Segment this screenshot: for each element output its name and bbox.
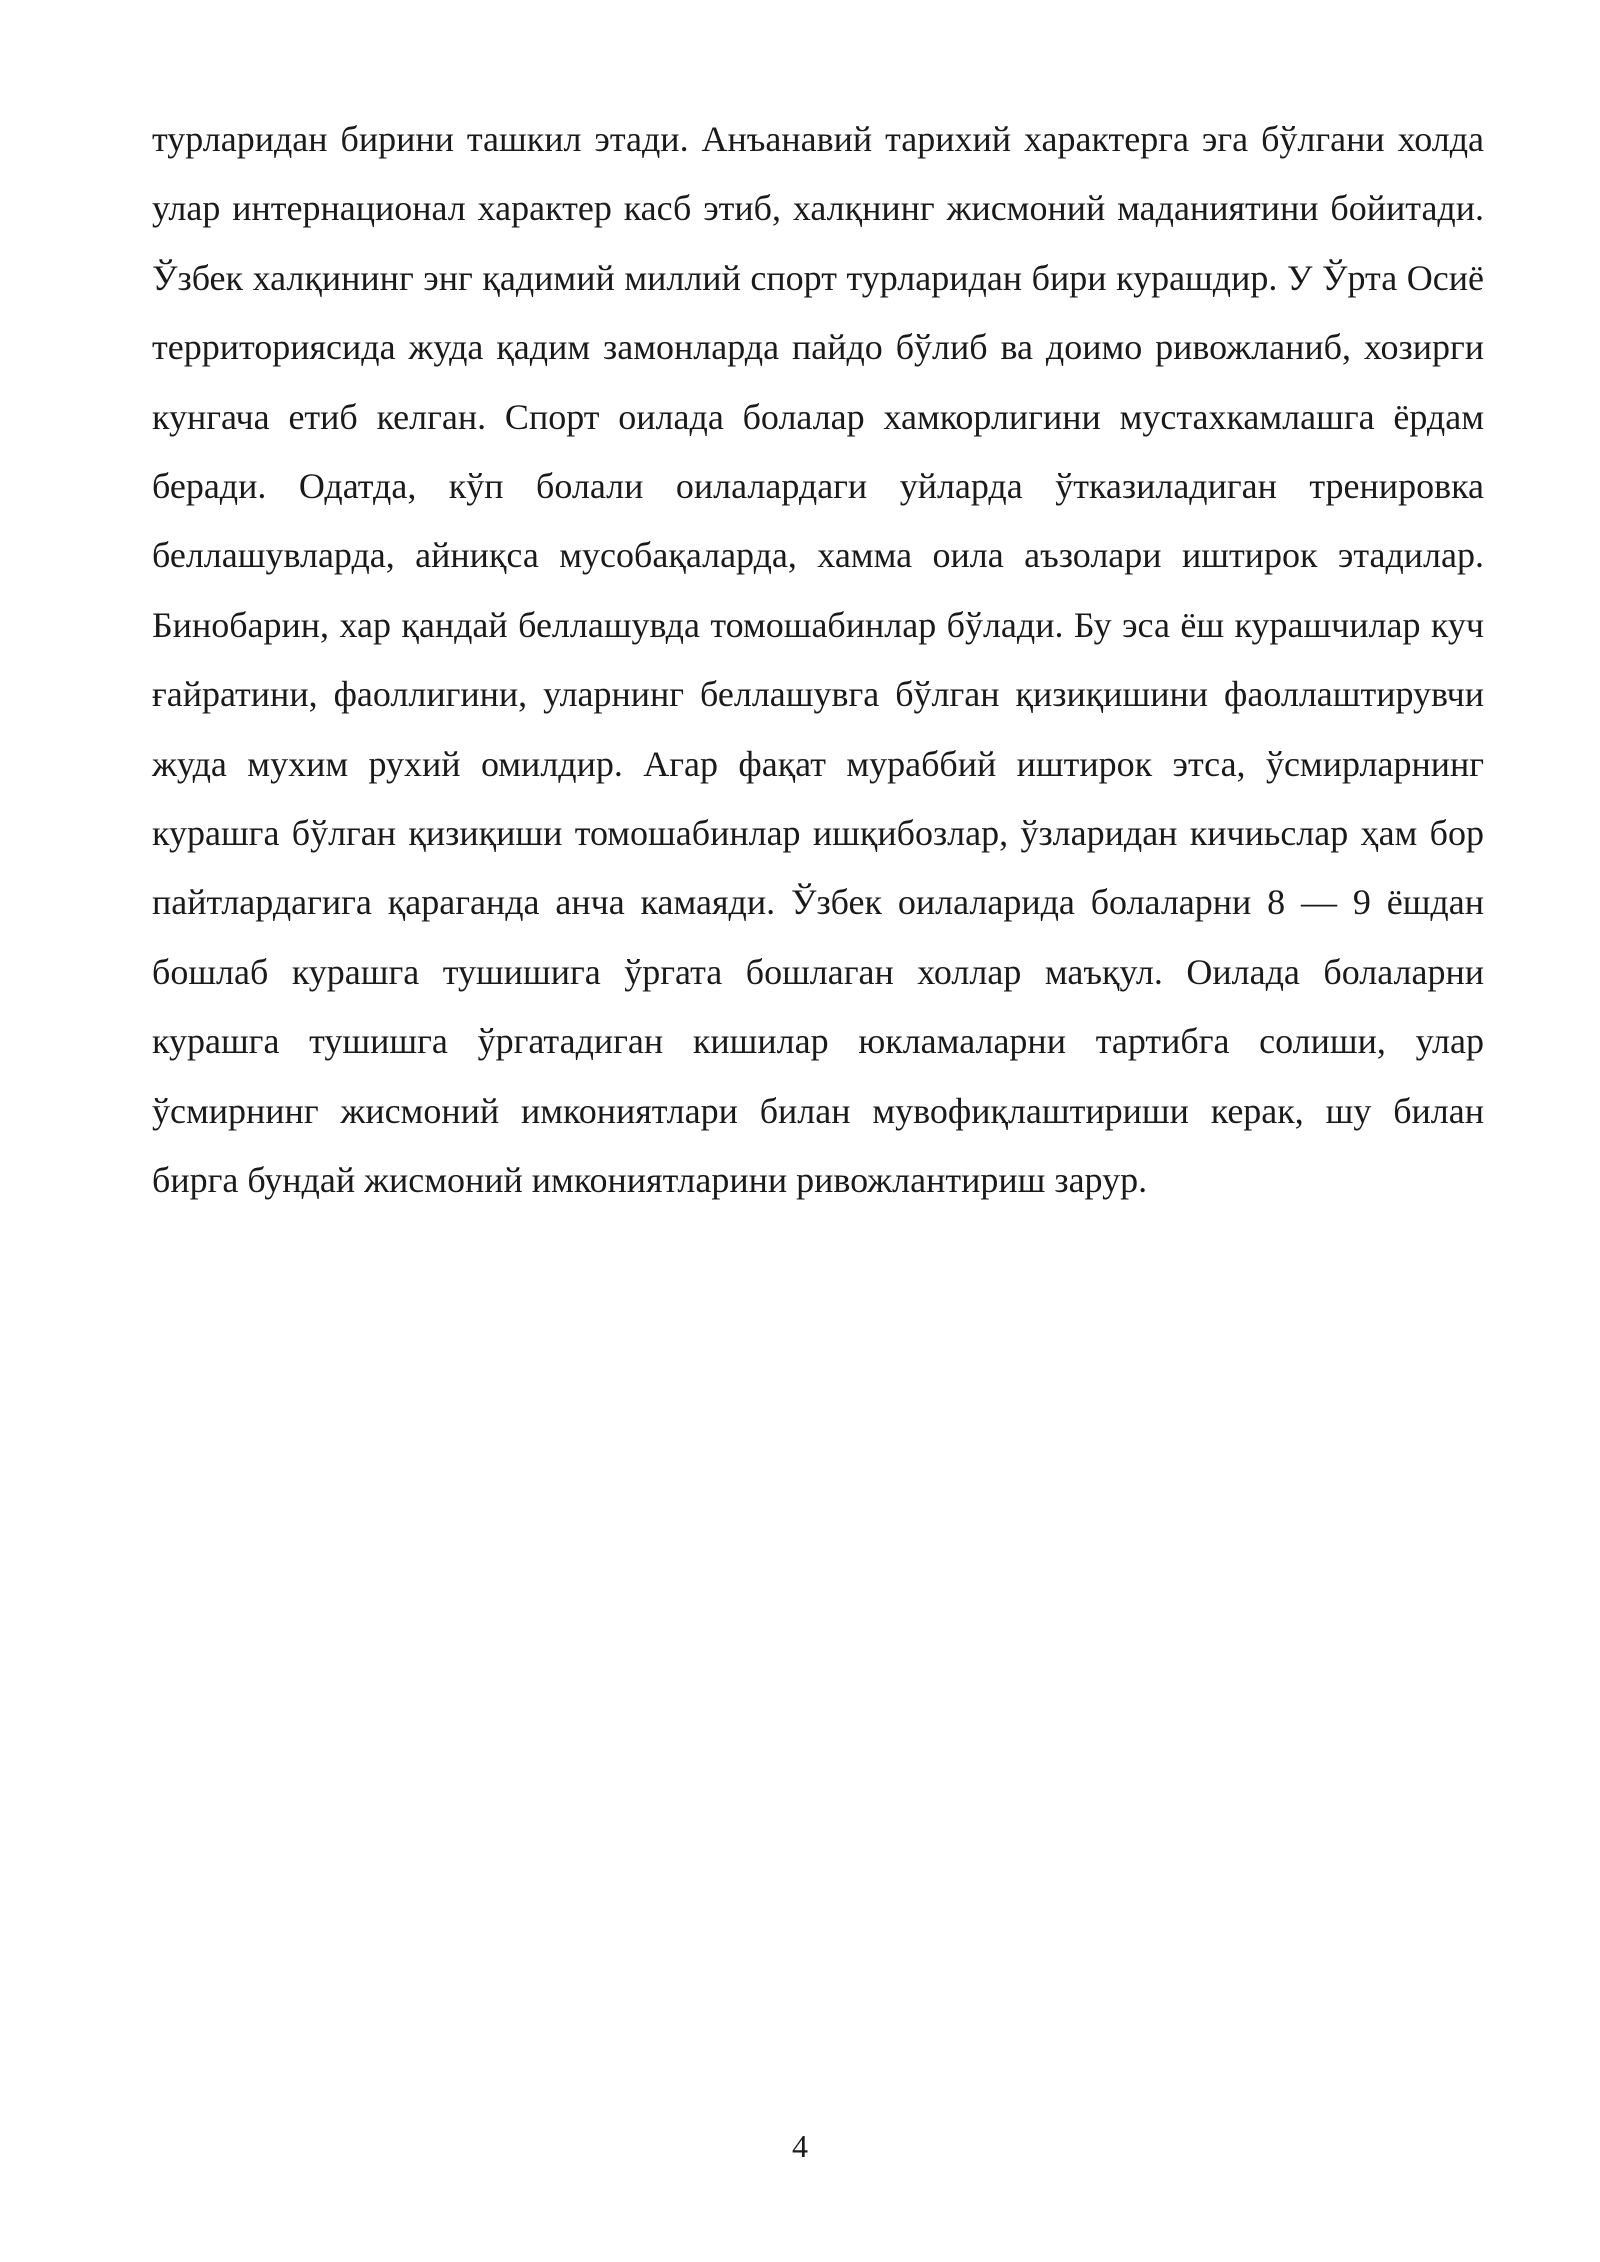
page-number: 4: [792, 2128, 808, 2164]
body-paragraph: турларидан бирини ташкил этади. Анъанавий тарихий характерга эга бўлгани холда улар интернационал характер касб этиб, халқнинг жисмоний маданиятини бойитади. Ўзбек халқининг энг қадимий миллий спорт турларидан бири курашдир. У Ўрта Осиё территориясида жуда қадим замонларда пайдо бўлиб ва доимо ривожланиб, хозирги кунгача етиб келган. Спорт оилада болалар хамкорлигини мустахкамлашга ёрдам беради. Одатда, кўп болали оилалардаги уйларда ўтказиладиган тренировка беллашувларда, айниқса мусобақаларда, хамма оила аъзолари иштирок этадилар. Бинобарин, хар қандай беллашувда томошабинлар бўлади. Бу эса ёш курашчилар куч ғайратини, фаоллигини, уларнинг беллашувга бўлган қизиқишини фаоллаштирувчи жуда мухим рухий омилдир. Агар фақат мураббий иштирок этса, ўсмирларнинг курашга бўлган қизиқиши томошабинлар ишқибозлар, ўзларидан кичиьслар ҳам бор пайтлардагига қараганда анча камаяди. Ўзбек оилаларида болаларни 8 — 9 ёшдан бошлаб курашга тушишига ўргата бошлаган холлар маъқул. Оилада болаларни курашга тушишга ўргатадиган кишилар юкламаларни тартибга солиши, улар ўсмирнинг жисмоний имкониятлари билан мувофиқлаштириши керак, шу билан бирга бундай жисмоний имкониятларини ривожлантириш зарур.: [152, 119, 1484, 1201]
